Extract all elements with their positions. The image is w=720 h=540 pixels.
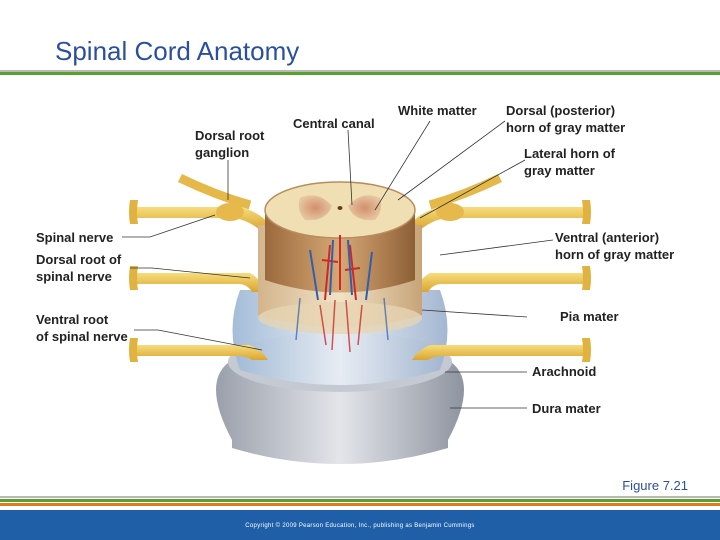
- label-dorsal-root-ganglion-2: ganglion: [195, 145, 250, 160]
- label-dorsal-root-2: spinal nerve: [36, 269, 112, 284]
- label-arachnoid: Arachnoid: [532, 364, 597, 379]
- label-pia-mater: Pia mater: [560, 309, 619, 324]
- label-dorsal-root-ganglion-1: Dorsal root: [195, 128, 265, 143]
- label-lateral-horn-1: Lateral horn of: [524, 146, 616, 161]
- label-dorsal-root-1: Dorsal root of: [36, 252, 122, 267]
- label-ventral-horn-1: Ventral (anterior): [555, 230, 660, 245]
- label-spinal-nerve: Spinal nerve: [36, 230, 114, 245]
- label-dura-mater: Dura mater: [532, 401, 601, 416]
- label-ventral-root-2: of spinal nerve: [36, 329, 128, 344]
- footer-rule-green: [0, 499, 720, 502]
- copyright-text: Copyright © 2009 Pearson Education, Inc., publishing as Benjamin Cummings: [245, 523, 475, 529]
- footer-rule-gray: [0, 496, 720, 498]
- label-dorsal-horn-2: horn of gray matter: [506, 120, 626, 135]
- label-ventral-root-1: Ventral root: [36, 312, 109, 327]
- label-ventral-horn-2: horn of gray matter: [555, 247, 675, 262]
- label-central-canal: Central canal: [293, 116, 375, 131]
- label-dorsal-horn-1: Dorsal (posterior): [506, 103, 616, 118]
- footer-rule-orange: [0, 503, 720, 506]
- label-white-matter: White matter: [398, 103, 477, 118]
- label-lateral-horn-2: gray matter: [524, 163, 595, 178]
- slide-title: Spinal Cord Anatomy: [55, 36, 300, 66]
- figure-caption: Figure 7.21: [622, 478, 688, 493]
